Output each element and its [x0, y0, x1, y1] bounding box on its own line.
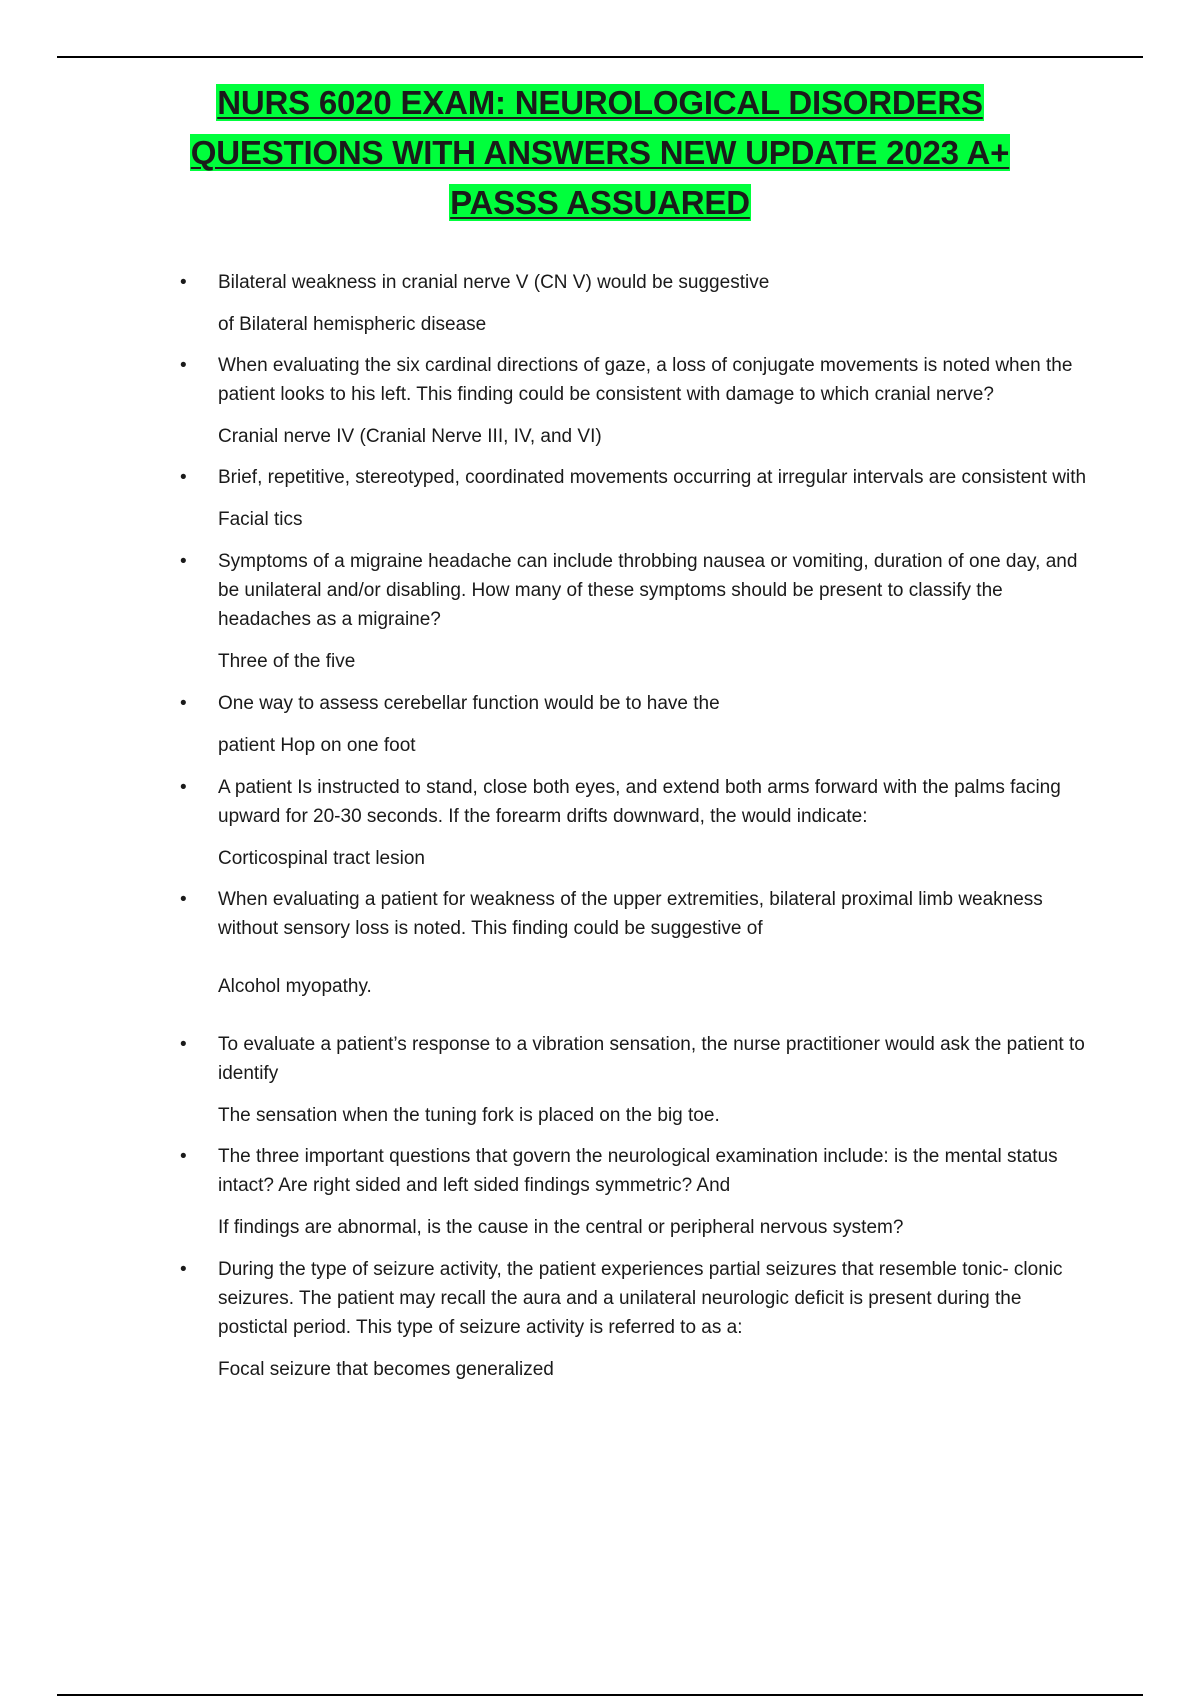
- bullet-icon: •: [180, 551, 187, 572]
- question-text: Symptoms of a migraine headache can include throbbing nausea or vomiting, duration of one day, and be unilateral and/or disabling. How many of these symptoms should be present to classify the headaches as a migraine?: [218, 551, 1078, 630]
- top-rule: [57, 56, 1143, 58]
- bullet-icon: •: [180, 1034, 187, 1055]
- bullet-icon: •: [180, 1259, 187, 1280]
- bullet-icon: •: [180, 467, 187, 488]
- answer-text: patient Hop on one foot: [218, 735, 416, 756]
- title-line-2: QUESTIONS WITH ANSWERS NEW UPDATE 2023 A+: [190, 134, 1010, 171]
- qa-item: [0, 689, 1200, 760]
- qa-item: [0, 268, 1200, 339]
- title-line-1: NURS 6020 EXAM: NEUROLOGICAL DISORDERS: [217, 84, 983, 121]
- qa-item: [0, 1030, 1200, 1130]
- qa-list: [0, 268, 1200, 1384]
- qa-item: [0, 463, 1200, 534]
- qa-item: [0, 351, 1200, 451]
- question-text: When evaluating a patient for weakness of the upper extremities, bilateral proximal limb weakness without sensory loss is noted. This finding could be suggestive of: [218, 889, 1043, 939]
- question-text: When evaluating the six cardinal directions of gaze, a loss of conjugate movements is noted when the patient looks to his left. This finding could be consistent with damage to which cranial nerve?: [218, 355, 1073, 405]
- bullet-icon: •: [180, 693, 187, 714]
- qa-item: [0, 1142, 1200, 1242]
- answer-text: Focal seizure that becomes generalized: [218, 1359, 554, 1380]
- answer-text: Cranial nerve IV (Cranial Nerve III, IV, and VI): [218, 426, 602, 447]
- bullet-icon: •: [180, 355, 187, 376]
- answer-text: Facial tics: [218, 509, 303, 530]
- bullet-icon: •: [180, 889, 187, 910]
- answer-text: of Bilateral hemispheric disease: [218, 314, 487, 335]
- qa-item: [0, 1255, 1200, 1384]
- question-text: To evaluate a patient’s response to a vibration sensation, the nurse practitioner would ask the patient to identify: [218, 1034, 1085, 1084]
- bullet-icon: •: [180, 1146, 187, 1167]
- question-text: The three important questions that govern the neurological examination include: is the mental status intact? Are right sided and left sided findings symmetric? And: [218, 1146, 1058, 1196]
- qa-item: [0, 773, 1200, 873]
- answer-text: The sensation when the tuning fork is placed on the big toe.: [218, 1105, 720, 1126]
- question-text: Bilateral weakness in cranial nerve V (CN V) would be suggestive: [218, 272, 770, 293]
- answer-text: Three of the five: [218, 651, 356, 672]
- document-title: [120, 78, 1080, 228]
- answer-text: Corticospinal tract lesion: [218, 848, 425, 869]
- title-line-3: PASSS ASSUARED: [450, 184, 750, 221]
- bullet-icon: •: [180, 272, 187, 293]
- bullet-icon: •: [180, 777, 187, 798]
- question-text: A patient Is instructed to stand, close both eyes, and extend both arms forward with the palms facing upward for 20-30 seconds. If the forearm drifts downward, the would indicate:: [218, 777, 1061, 827]
- bottom-rule: [57, 1694, 1143, 1696]
- question-text: During the type of seizure activity, the patient experiences partial seizures that resemble tonic- clonic seizures. The patient may recall the aura and a unilateral neurologic deficit is present during the postictal period. This type of seizure activity is referred to as a:: [218, 1259, 1063, 1338]
- question-text: Brief, repetitive, stereotyped, coordinated movements occurring at irregular intervals are consistent with: [218, 467, 1087, 488]
- answer-text: Alcohol myopathy.: [218, 976, 372, 997]
- qa-item: [0, 885, 1200, 1001]
- question-text: One way to assess cerebellar function would be to have the: [218, 693, 720, 714]
- answer-text: If findings are abnormal, is the cause in the central or peripheral nervous system?: [218, 1217, 904, 1238]
- qa-item: [0, 547, 1200, 676]
